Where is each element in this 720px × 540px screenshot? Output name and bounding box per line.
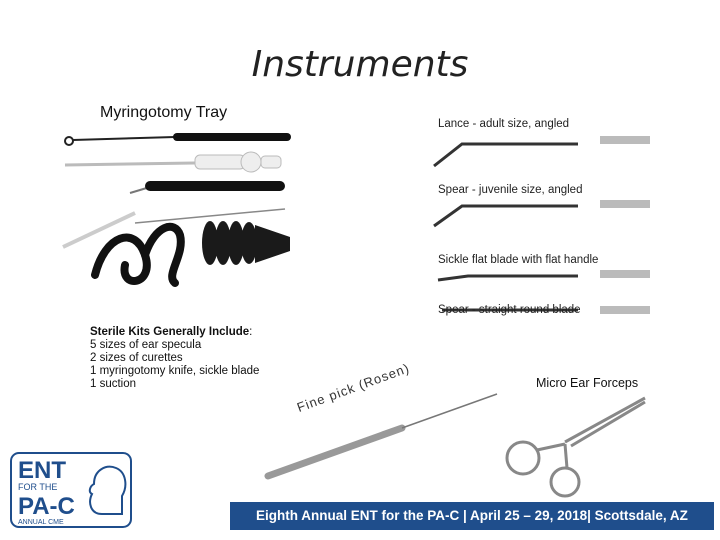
- suction-instrument-icon: [65, 152, 281, 172]
- logo-graphic: [10, 452, 132, 528]
- tips-drawing: [428, 110, 653, 335]
- kit-list-colon: :: [249, 326, 253, 338]
- footer-banner: Eighth Annual ENT for the PA-C | April 25 – 29, 2018| Scottsdale, AZ: [230, 502, 714, 530]
- kit-list-heading: Sterile Kits Generally Include: [90, 326, 250, 338]
- ear-specula-icon: [202, 221, 290, 265]
- forceps-label: Micro Ear Forceps: [536, 376, 639, 390]
- curette-instrument-icon: [63, 213, 135, 247]
- myringotomy-tray-image: [55, 125, 300, 310]
- forceps-image: [495, 392, 655, 500]
- svg-text:ANNUAL CME: ANNUAL CME: [18, 519, 64, 526]
- kit-list-item: 2 sizes of curettes: [90, 352, 183, 364]
- kit-list-item: 1 myringotomy knife, sickle blade: [90, 365, 260, 377]
- slide-title: Instruments: [251, 44, 469, 85]
- ent-pa-c-logo: [10, 452, 132, 528]
- svg-text:ENT: ENT: [18, 457, 66, 484]
- fine-pick-label: Fine pick (Rosen): [294, 360, 412, 415]
- kit-list-item: 5 sizes of ear specula: [90, 339, 202, 351]
- spear-straight-label: Spear - straight round blade: [438, 304, 581, 316]
- fine-pick-image: [262, 388, 502, 483]
- svg-text:PA-C: PA-C: [18, 493, 75, 520]
- svg-text:FOR THE: FOR THE: [18, 482, 58, 492]
- spear-juvenile-label: Spear - juvenile size, angled: [438, 184, 583, 196]
- wire-instrument-icon: [135, 209, 285, 223]
- instrument-tips-image: [428, 110, 653, 335]
- loop-instrument-icon: [65, 133, 291, 145]
- knife-instrument-icon: [130, 181, 285, 193]
- lance-label: Lance - adult size, angled: [438, 118, 570, 130]
- sickle-label: Sickle flat blade with flat handle: [438, 254, 599, 266]
- slide-subtitle: Myringotomy Tray: [100, 104, 228, 121]
- handle-icon: [95, 227, 181, 283]
- kit-list-item: 1 suction: [90, 378, 137, 390]
- kit-list: [90, 326, 259, 391]
